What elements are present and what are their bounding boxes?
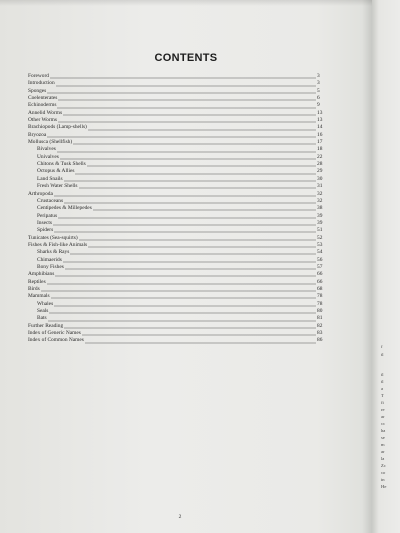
toc-entry (28, 198, 328, 205)
toc-entry-page: 6 (317, 95, 320, 102)
toc-entry (28, 227, 328, 234)
toc-entry (28, 102, 328, 109)
dot-leader (70, 253, 316, 255)
adjacent-page-edge (372, 0, 400, 533)
toc-entry (28, 176, 328, 183)
toc-entry-label: Echinoderms (28, 102, 57, 109)
toc-entry (28, 124, 328, 131)
toc-entry-page: 83 (317, 330, 323, 337)
toc-entry-page: 51 (317, 227, 323, 234)
toc-entry (28, 323, 328, 330)
toc-entry-label: Peripatus (37, 212, 58, 219)
toc-entry-label: Whales (37, 300, 54, 307)
dot-leader (63, 114, 316, 116)
toc-entry-page: 57 (317, 263, 323, 270)
toc-entry-page: 39 (317, 219, 323, 226)
dot-leader (60, 158, 316, 160)
toc-entry-page: 54 (317, 249, 323, 256)
dot-leader (48, 320, 316, 322)
dot-leader (73, 143, 316, 145)
dot-leader (55, 275, 316, 277)
toc-entry (28, 110, 328, 117)
dot-leader (64, 202, 316, 204)
toc-entry-page: 3 (317, 80, 320, 87)
toc-entry (28, 146, 328, 153)
page-title: CONTENTS (154, 52, 218, 64)
dot-leader (50, 77, 316, 79)
toc-entry-page: 66 (317, 278, 323, 285)
adjacent-page-text-fragment: fi (381, 400, 384, 405)
toc-entry-label: Seals (37, 308, 49, 314)
dot-leader (47, 136, 316, 138)
toc-entry-page: 18 (317, 146, 323, 153)
toc-entry-label: Bats (37, 315, 47, 322)
toc-entry-label: Centipedes & Millepedes (37, 205, 92, 212)
dot-leader (75, 173, 316, 175)
toc-entry-page: 66 (317, 271, 323, 278)
dot-leader (82, 334, 316, 336)
toc-entry-page: 32 (317, 197, 323, 204)
toc-entry-page: 86 (317, 337, 323, 344)
toc-entry-label: Sponges (28, 87, 47, 94)
toc-entry (28, 88, 328, 95)
adjacent-page-text-fragment: ar (381, 414, 385, 419)
page-top-shadow (0, 0, 372, 6)
adjacent-page-text-fragment: tl (381, 352, 384, 357)
toc-entry-label: Birds (28, 285, 40, 292)
dot-leader (88, 129, 316, 131)
toc-entry (28, 213, 328, 220)
toc-entry-page: 39 (317, 212, 323, 219)
toc-entry-page: 32 (317, 190, 323, 197)
page-number: 2 (178, 514, 182, 520)
adjacent-page-text-fragment: tl (381, 379, 384, 384)
dot-leader (79, 187, 317, 189)
dot-leader (56, 85, 316, 87)
dot-leader (58, 121, 316, 123)
toc-entry (28, 191, 328, 198)
table-of-contents (28, 73, 328, 345)
dot-leader (57, 151, 316, 153)
toc-entry (28, 249, 328, 256)
toc-entry (28, 279, 328, 286)
toc-entry-page: 68 (317, 285, 323, 292)
adjacent-page-text-fragment: se (381, 435, 385, 440)
toc-entry-page: 14 (317, 124, 323, 131)
toc-entry (28, 286, 328, 293)
toc-entry (28, 308, 328, 315)
toc-entry-label: Index of Generic Names (28, 330, 81, 337)
toc-entry-label: Chitons & Tusk Shells (37, 161, 86, 168)
toc-entry-page: 28 (317, 161, 323, 168)
toc-entry-label: Tunicates (Sea-squirts) (28, 234, 78, 241)
dot-leader (58, 99, 316, 101)
toc-entry-page: 16 (317, 131, 323, 138)
toc-entry-page: 38 (317, 205, 323, 212)
dot-leader (51, 297, 316, 299)
dot-leader (53, 224, 316, 226)
toc-entry-label: Crustaceans (37, 197, 64, 204)
toc-entry-label: Fishes & Fish-like Animals (28, 241, 88, 248)
toc-entry-label: Octopus & Allies (37, 168, 75, 175)
toc-entry-page: 53 (317, 241, 323, 248)
toc-entry-label: Reptiles (28, 278, 46, 285)
toc-entry-label: Insects (37, 219, 52, 226)
adjacent-page-text-fragment: cc (381, 421, 386, 426)
toc-entry-label: Introduction (28, 80, 55, 87)
toc-entry (28, 132, 328, 139)
toc-entry-label: Mammals (28, 293, 50, 300)
toc-entry-label: Index of Common Names (28, 337, 84, 344)
dot-leader (64, 180, 316, 182)
toc-entry-label: Amphibians (28, 271, 55, 278)
toc-entry (28, 80, 328, 87)
toc-entry-label: Coelenterates (28, 95, 58, 102)
toc-entry-label: Bryozoa (28, 131, 47, 138)
adjacent-page-text-fragment: ar (381, 449, 385, 454)
toc-entry-label: Sharks & Rays (37, 249, 70, 256)
toc-entry-label: Bony Fishes (37, 263, 64, 270)
toc-entry-page: 29 (317, 168, 323, 175)
toc-entry-label: Chimaerids (37, 256, 62, 263)
dot-leader (64, 327, 316, 329)
dot-leader (47, 283, 316, 285)
toc-entry-label: Spiders (37, 227, 54, 234)
toc-entry-page: 80 (317, 308, 323, 314)
toc-entry-page: 56 (317, 256, 323, 263)
toc-entry-page: 13 (317, 117, 323, 124)
toc-entry-label: Annelid Worms (28, 109, 63, 116)
adjacent-page-text-fragment: Zc (381, 463, 386, 468)
adjacent-page-text-fragment: m (381, 442, 385, 447)
toc-entry-label: Fresh Water Shells (37, 183, 78, 190)
toc-entry-label: Brachiopods (Lamp-shells) (28, 124, 87, 131)
adjacent-page-text-fragment: a (381, 386, 384, 391)
toc-entry (28, 235, 328, 242)
toc-entry (28, 257, 328, 264)
toc-entry (28, 168, 328, 175)
toc-entry-page: 13 (317, 109, 323, 116)
toc-entry-page: 5 (317, 87, 320, 94)
adjacent-page-text-fragment: in (381, 477, 385, 482)
adjacent-page-text-fragment: la (381, 456, 385, 461)
toc-entry-label: Mollusca (Shellfish) (28, 139, 73, 146)
toc-entry (28, 242, 328, 249)
toc-entry (28, 301, 328, 308)
toc-entry-label: Univalves (37, 153, 59, 160)
toc-entry-page: 81 (317, 315, 323, 322)
toc-entry (28, 154, 328, 161)
dot-leader (54, 195, 316, 197)
toc-entry (28, 161, 328, 168)
dot-leader (57, 107, 316, 109)
dot-leader (58, 217, 316, 219)
toc-entry (28, 337, 328, 344)
toc-entry (28, 271, 328, 278)
adjacent-page-text-fragment: He (381, 484, 387, 489)
toc-entry-page: 78 (317, 300, 323, 307)
adjacent-page-text-fragment: ha (381, 428, 386, 433)
toc-entry-page: 31 (317, 183, 323, 190)
adjacent-page-text-fragment: il (381, 372, 384, 377)
toc-entry (28, 73, 328, 80)
toc-entry (28, 264, 328, 271)
dot-leader (54, 231, 316, 233)
toc-entry (28, 95, 328, 102)
toc-entry (28, 220, 328, 227)
toc-entry (28, 293, 328, 300)
toc-entry-page: 78 (317, 293, 323, 300)
toc-entry-page: 3 (317, 73, 320, 79)
toc-entry-label: Bivalves (37, 146, 56, 153)
adjacent-page-text-fragment: T (381, 393, 384, 398)
adjacent-page-text-fragment: f (381, 344, 383, 349)
dot-leader (88, 246, 316, 248)
adjacent-page-text-fragment: re (381, 407, 385, 412)
dot-leader (49, 312, 316, 314)
toc-entry-page: 82 (317, 322, 323, 329)
dot-leader (63, 261, 316, 263)
toc-entry (28, 139, 328, 146)
toc-entry-label: Other Worms (28, 117, 57, 124)
dot-leader (47, 92, 316, 94)
dot-leader (93, 209, 316, 211)
toc-entry-label: Further Reading (28, 322, 64, 329)
dot-leader (85, 342, 316, 344)
toc-entry-page: 52 (317, 234, 323, 241)
toc-entry-label: Land Snails (37, 175, 63, 182)
toc-entry-label: Arthropoda (28, 190, 53, 197)
dot-leader (87, 165, 316, 167)
dot-leader (54, 305, 316, 307)
toc-entry (28, 315, 328, 322)
dot-leader (65, 268, 316, 270)
dot-leader (41, 290, 316, 292)
toc-entry-page: 22 (317, 153, 323, 160)
dot-leader (79, 239, 316, 241)
toc-entry (28, 205, 328, 212)
toc-entry-label: Foreword (28, 73, 49, 79)
toc-entry-page: 9 (317, 102, 320, 109)
toc-entry (28, 183, 328, 190)
toc-entry-page: 30 (317, 175, 323, 182)
toc-entry-page: 17 (317, 139, 323, 146)
adjacent-page-text-fragment: co (381, 470, 386, 475)
